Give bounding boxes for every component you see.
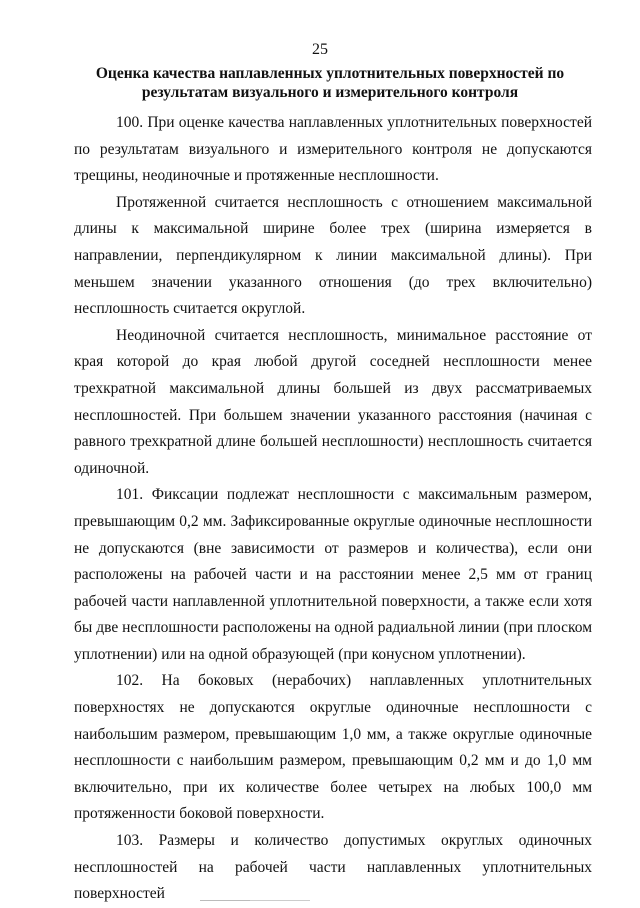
paragraph-non-single-definition: Неодиночной считается несплошность, минимальное расстояние от края которой до края любой другой соседней несплошности менее трехкратной максимальной длины большей из двух рассматриваемых несплошностей. При большем значении указанного расстояния (начиная с равного трехкратной длине большей несплошности) несплошность считается одиночной. — [74, 326, 592, 477]
body-text — [74, 110, 592, 908]
page-number: 25 — [312, 41, 328, 58]
paragraph-101: 101. Фиксации подлежат несплошности с максимальным размером, превышающим 0,2 мм. Зафиксированные округлые одиночные несплошности не допускаются (вне зависимости от размеров и количества), если они расположены на рабочей части и на расстоянии менее 2,5 мм от границ рабочей части наплавленной уплотнительной поверхности, а также если хотя бы две несплошности расположены на одной радиальной линии (при плоском уплотнении) или на одной образующей (при конусном уплотнении). — [74, 486, 592, 663]
paragraph-103: 103. Размеры и количество допустимых округлых одиночных несплошностей на рабочей части наплавленных уплотнительных поверхностей — [74, 832, 592, 903]
paragraph-102: 102. На боковых (нерабочих) наплавленных уплотнительных поверхностях не допускаются округлые одиночные несплошности с наибольшим размером, превышающим 1,0 мм, а также округлые одиночные несплошности с наибольшим размером, превышающим 0,2 мм и до 1,0 мм включительно, при их количестве более четырех на любых 100,0 мм протяженности боковой поверхности. — [74, 672, 592, 823]
paragraph-elongated-definition: Протяженной считается несплошность с отношением максимальной длины к максимальной ширине более трех (ширина измеряется в направлении, перпендикулярном к линии максимальной длины). При меньшем значении указанного отношения (до трех включительно) несплошность считается округлой. — [74, 193, 592, 318]
scan-artifact-line — [250, 900, 310, 901]
paragraph-100: 100. При оценке качества наплавленных уплотнительных поверхностей по результатам визуального и измерительного контроля не допускаются трещины, неодиночные и протяженные несплошности. — [74, 114, 592, 185]
section-heading: Оценка качества наплавленных уплотнительных поверхностей по результатам визуального и измерительного контроля — [95, 65, 565, 101]
